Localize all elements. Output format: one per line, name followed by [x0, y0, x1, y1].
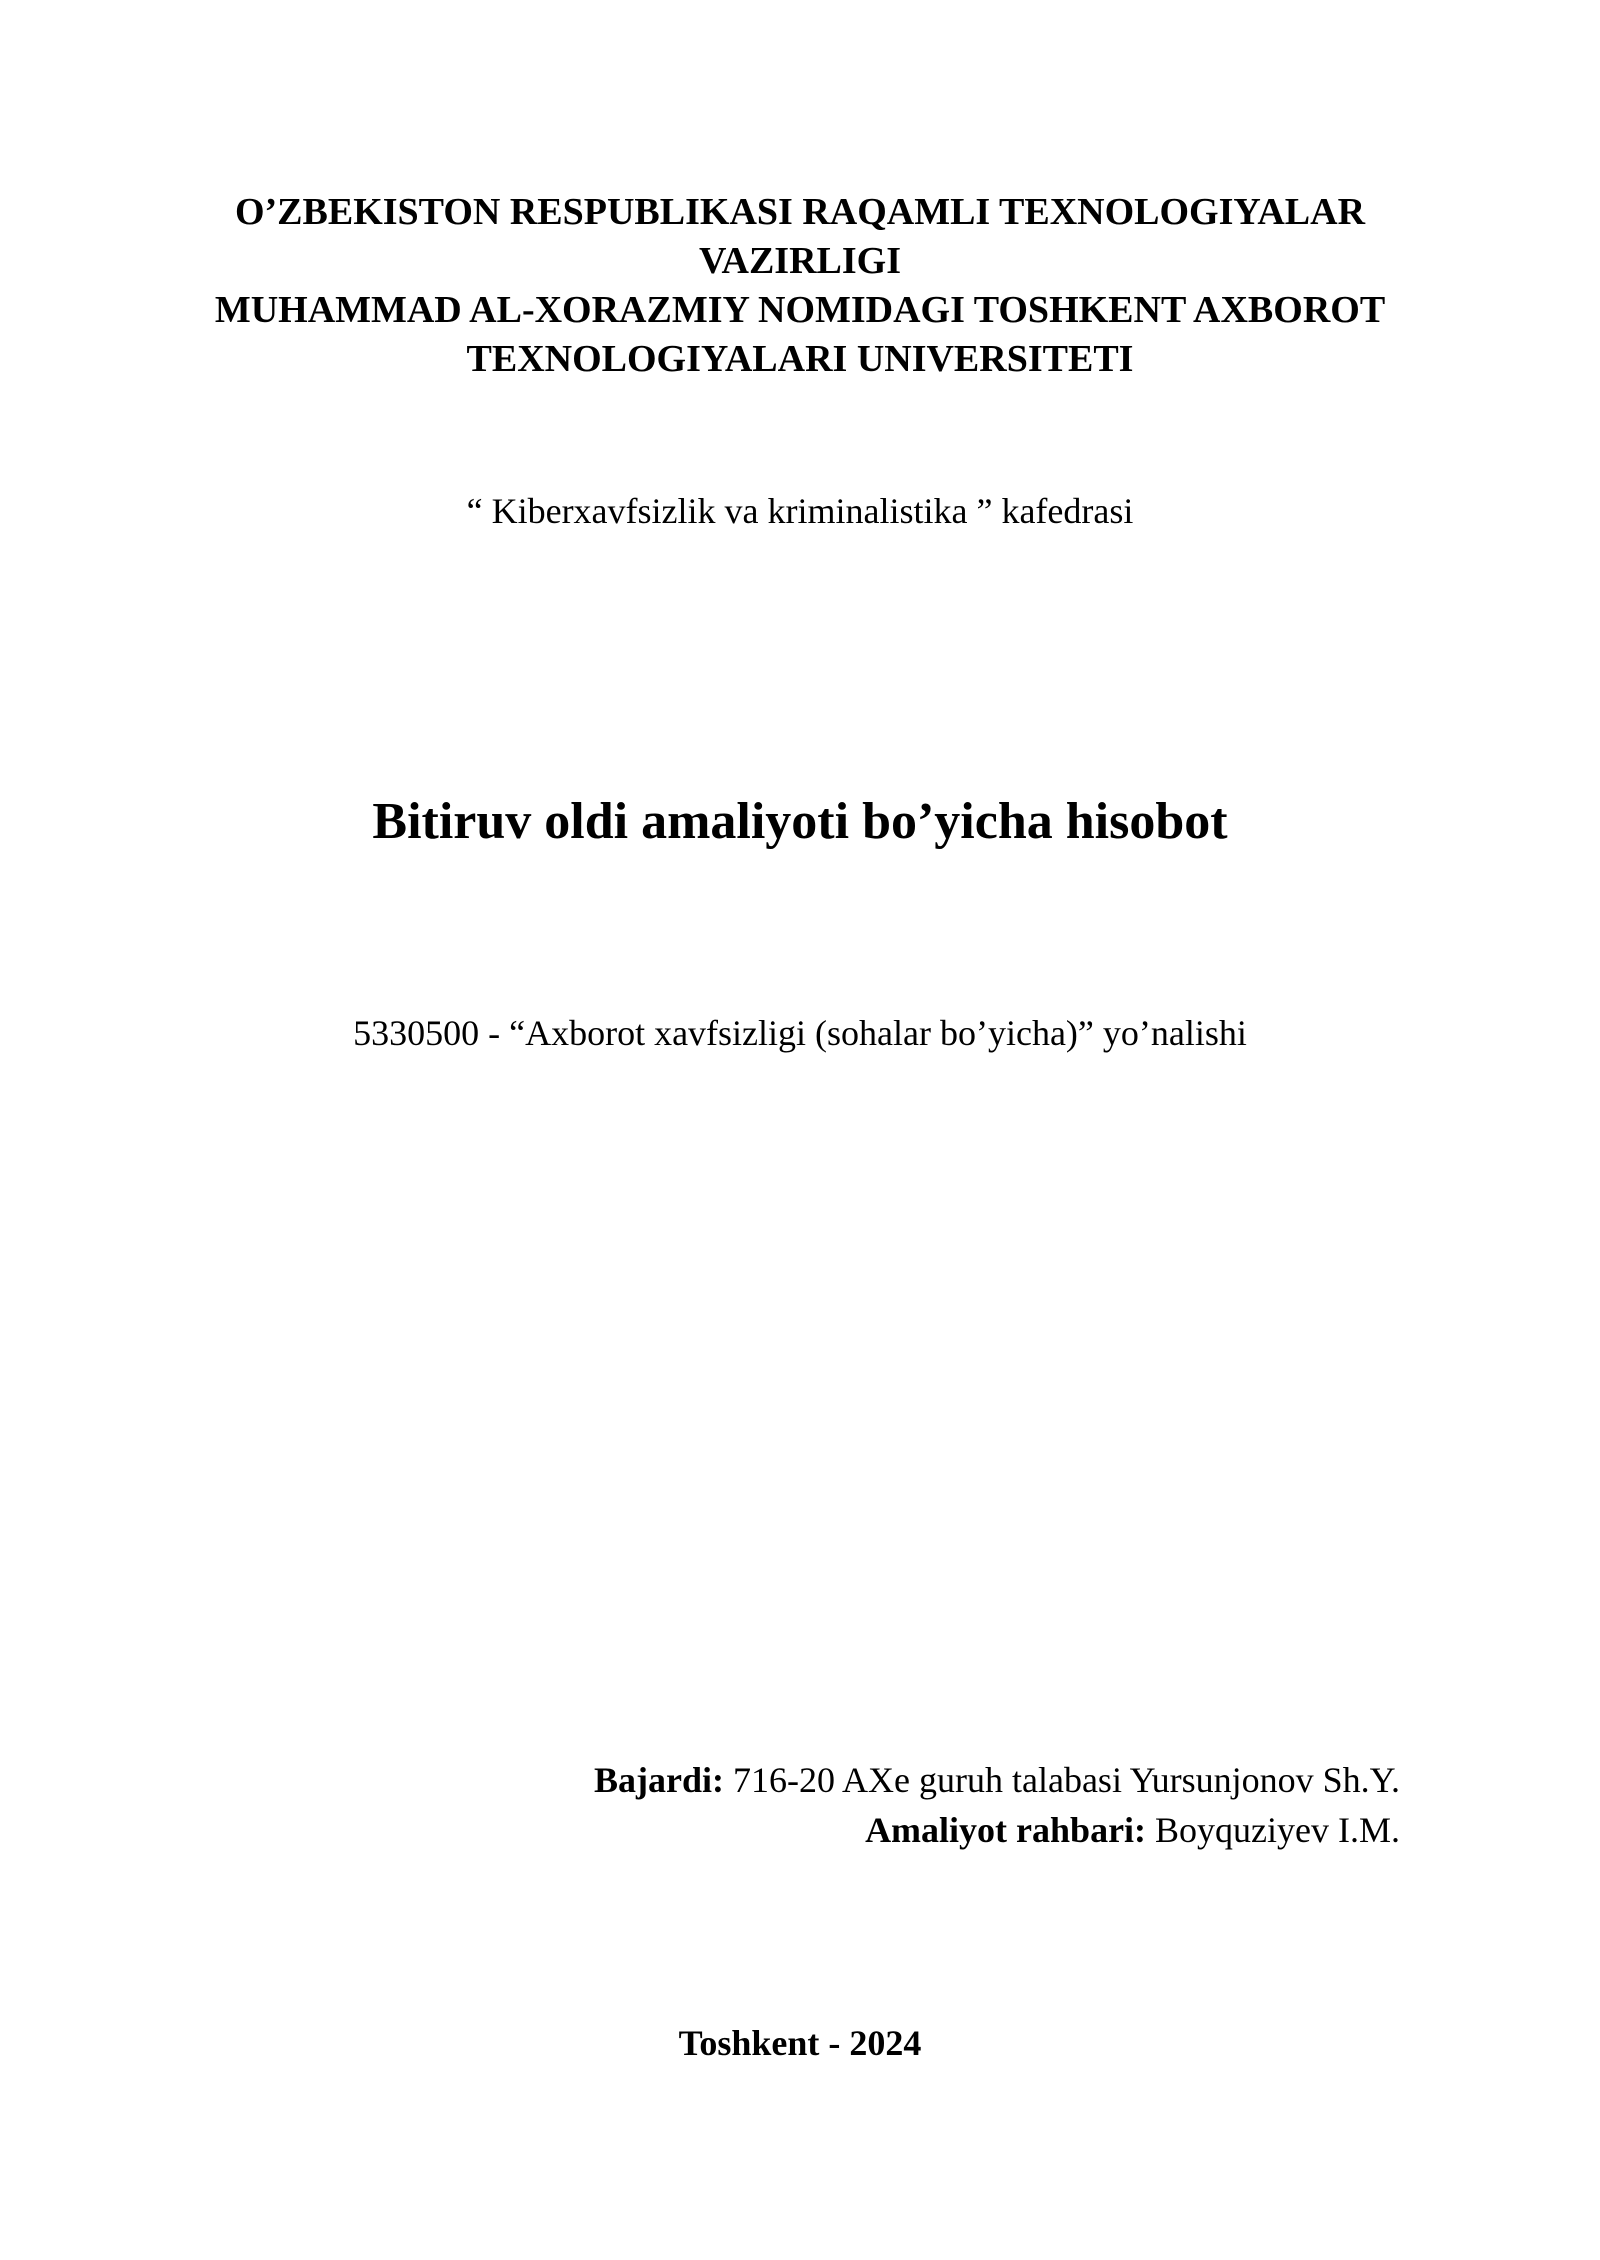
performed-by-label: Bajardi: [594, 1760, 725, 1800]
institution-header [150, 188, 1450, 384]
ministry-line-1: O’ZBEKISTON RESPUBLIKASI RAQAMLI TEXNOLOGIYALAR [234, 191, 1366, 233]
university-line-1: MUHAMMAD AL-XORAZMIY NOMIDAGI TOSHKENT AXBOROT [214, 289, 1386, 331]
city-year: Toshkent - 2024 [678, 2023, 922, 2063]
supervisor-label: Amaliyot rahbari: [865, 1810, 1147, 1850]
signature-block [400, 1755, 1400, 1855]
supervisor-line [400, 1805, 1400, 1855]
department-name: “ Kiberxavfsizlik va kriminalistika ” kafedrasi [466, 491, 1134, 531]
performed-by-value: 716-20 AXe guruh talabasi Yursunjonov Sh.Y. [733, 1760, 1400, 1800]
performed-by-line [400, 1755, 1400, 1805]
ministry-line-2: VAZIRLIGI [698, 240, 902, 282]
report-title: Bitiruv oldi amaliyoti bo’yicha hisobot [372, 793, 1228, 850]
study-direction: 5330500 - “Axborot xavfsizligi (sohalar bo’yicha)” yo’nalishi [353, 1013, 1247, 1053]
supervisor-value: Boyquziyev I.M. [1155, 1810, 1400, 1850]
university-line-2: TEXNOLOGIYALARI UNIVERSITETI [466, 338, 1134, 380]
